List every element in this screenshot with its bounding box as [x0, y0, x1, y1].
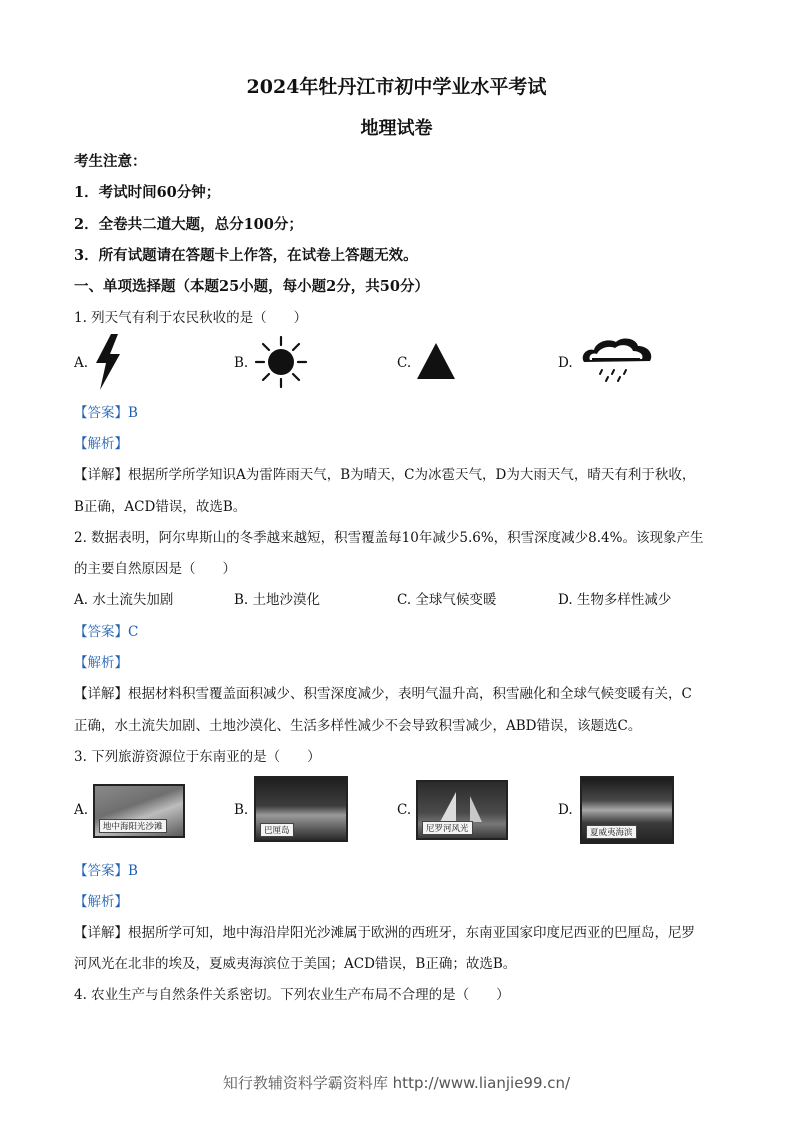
q1-option-a-label: A. — [74, 355, 89, 371]
notice-item-3: 3．所有试题请在答题卡上作答，在试卷上答题无效。 — [74, 247, 418, 264]
photo-caption-c: 尼罗河风光 — [422, 821, 473, 835]
question-2-stem-line-1: 2. 数据表明，阿尔卑斯山的冬季越来越短，积雪覆盖每10年减少5.6%，积雪深度减少8.4%。该现象产生 — [74, 530, 704, 546]
q2-option-b: B. 土地沙漠化 — [234, 592, 321, 608]
q2-detail-line-1: 【详解】根据材料积雪覆盖面积减少、积雪深度减少，表明气温升高，积雪融化和全球气候变暖有关，C — [74, 686, 692, 702]
footer-watermark-link[interactable]: 知行教辅资料学霸资料库 http://www.lianjie99.cn/ — [222, 1074, 571, 1092]
q1-option-b-label: B. — [234, 355, 249, 371]
q2-detail-line-2: 正确，水土流失加剧、土地沙漠化、生活多样性减少不会导致积雪减少，ABD错误，该题选C。 — [74, 718, 642, 734]
question-1-stem: 1. 列天气有利于农民秋收的是（ ） — [74, 310, 308, 326]
q1-detail-line-1: 【详解】根据所学所学知识A为雷阵雨天气，B为晴天，C为冰雹天气，D为大雨天气，晴天有利于秋收， — [74, 467, 696, 483]
q1-option-c-label: C. — [397, 355, 412, 371]
q1-answer: 【答案】B — [74, 405, 138, 421]
q3-answer: 【答案】B — [74, 863, 138, 879]
q3-option-b-label: B. — [234, 802, 249, 818]
question-4-stem: 4. 农业生产与自然条件关系密切。下列农业生产布局不合理的是（ ） — [74, 987, 510, 1003]
q3-analysis-label: 【解析】 — [74, 894, 128, 910]
exam-title: 2024年牡丹江市初中学业水平考试 — [246, 76, 547, 98]
question-2-stem-line-2: 的主要自然原因是（ ） — [74, 561, 236, 577]
photo-caption-b: 巴厘岛 — [260, 823, 294, 837]
q2-option-a: A. 水土流失加剧 — [74, 592, 174, 608]
exam-subtitle: 地理试卷 — [360, 118, 433, 139]
notice-item-2: 2．全卷共二道大题，总分100分； — [74, 216, 303, 233]
sun-icon — [254, 335, 308, 389]
photo-caption-a: 地中海阳光沙滩 — [99, 819, 167, 833]
heavy-rain-icon — [578, 336, 656, 386]
question-3-stem: 3. 下列旅游资源位于东南亚的是（ ） — [74, 749, 321, 765]
hawaii-beach-photo — [580, 776, 674, 844]
q1-option-d-label: D. — [558, 355, 573, 371]
section-heading: 一、单项选择题（本题25小题，每小题2分，共50分） — [74, 278, 429, 295]
lightning-icon — [92, 334, 124, 390]
q1-detail-line-2: B正确，ACD错误，故选B。 — [74, 499, 247, 515]
q2-analysis-label: 【解析】 — [74, 655, 128, 671]
q3-option-d-label: D. — [558, 802, 573, 818]
hail-triangle-icon — [416, 342, 456, 380]
mediterranean-beach-photo — [93, 784, 185, 838]
nile-scenery-photo — [416, 780, 508, 840]
bali-island-photo — [254, 776, 348, 842]
q2-option-d: D. 生物多样性减少 — [558, 592, 672, 608]
q2-answer: 【答案】C — [74, 624, 139, 640]
q3-option-a-label: A. — [74, 802, 89, 818]
notice-item-1: 1．考试时间60分钟； — [74, 184, 221, 201]
q1-analysis-label: 【解析】 — [74, 436, 128, 452]
q3-option-c-label: C. — [397, 802, 412, 818]
notice-heading: 考生注意： — [74, 153, 147, 170]
q2-option-c: C. 全球气候变暖 — [397, 592, 497, 608]
photo-caption-d: 夏威夷海滨 — [586, 825, 637, 839]
q3-detail-line-1: 【详解】根据所学可知，地中海沿岸阳光沙滩属于欧洲的西班牙，东南亚国家印度尼西亚的巴厘岛，尼罗 — [74, 925, 695, 941]
q3-detail-line-2: 河风光在北非的埃及，夏威夷海滨位于美国；ACD错误，B正确；故选B。 — [74, 956, 517, 972]
